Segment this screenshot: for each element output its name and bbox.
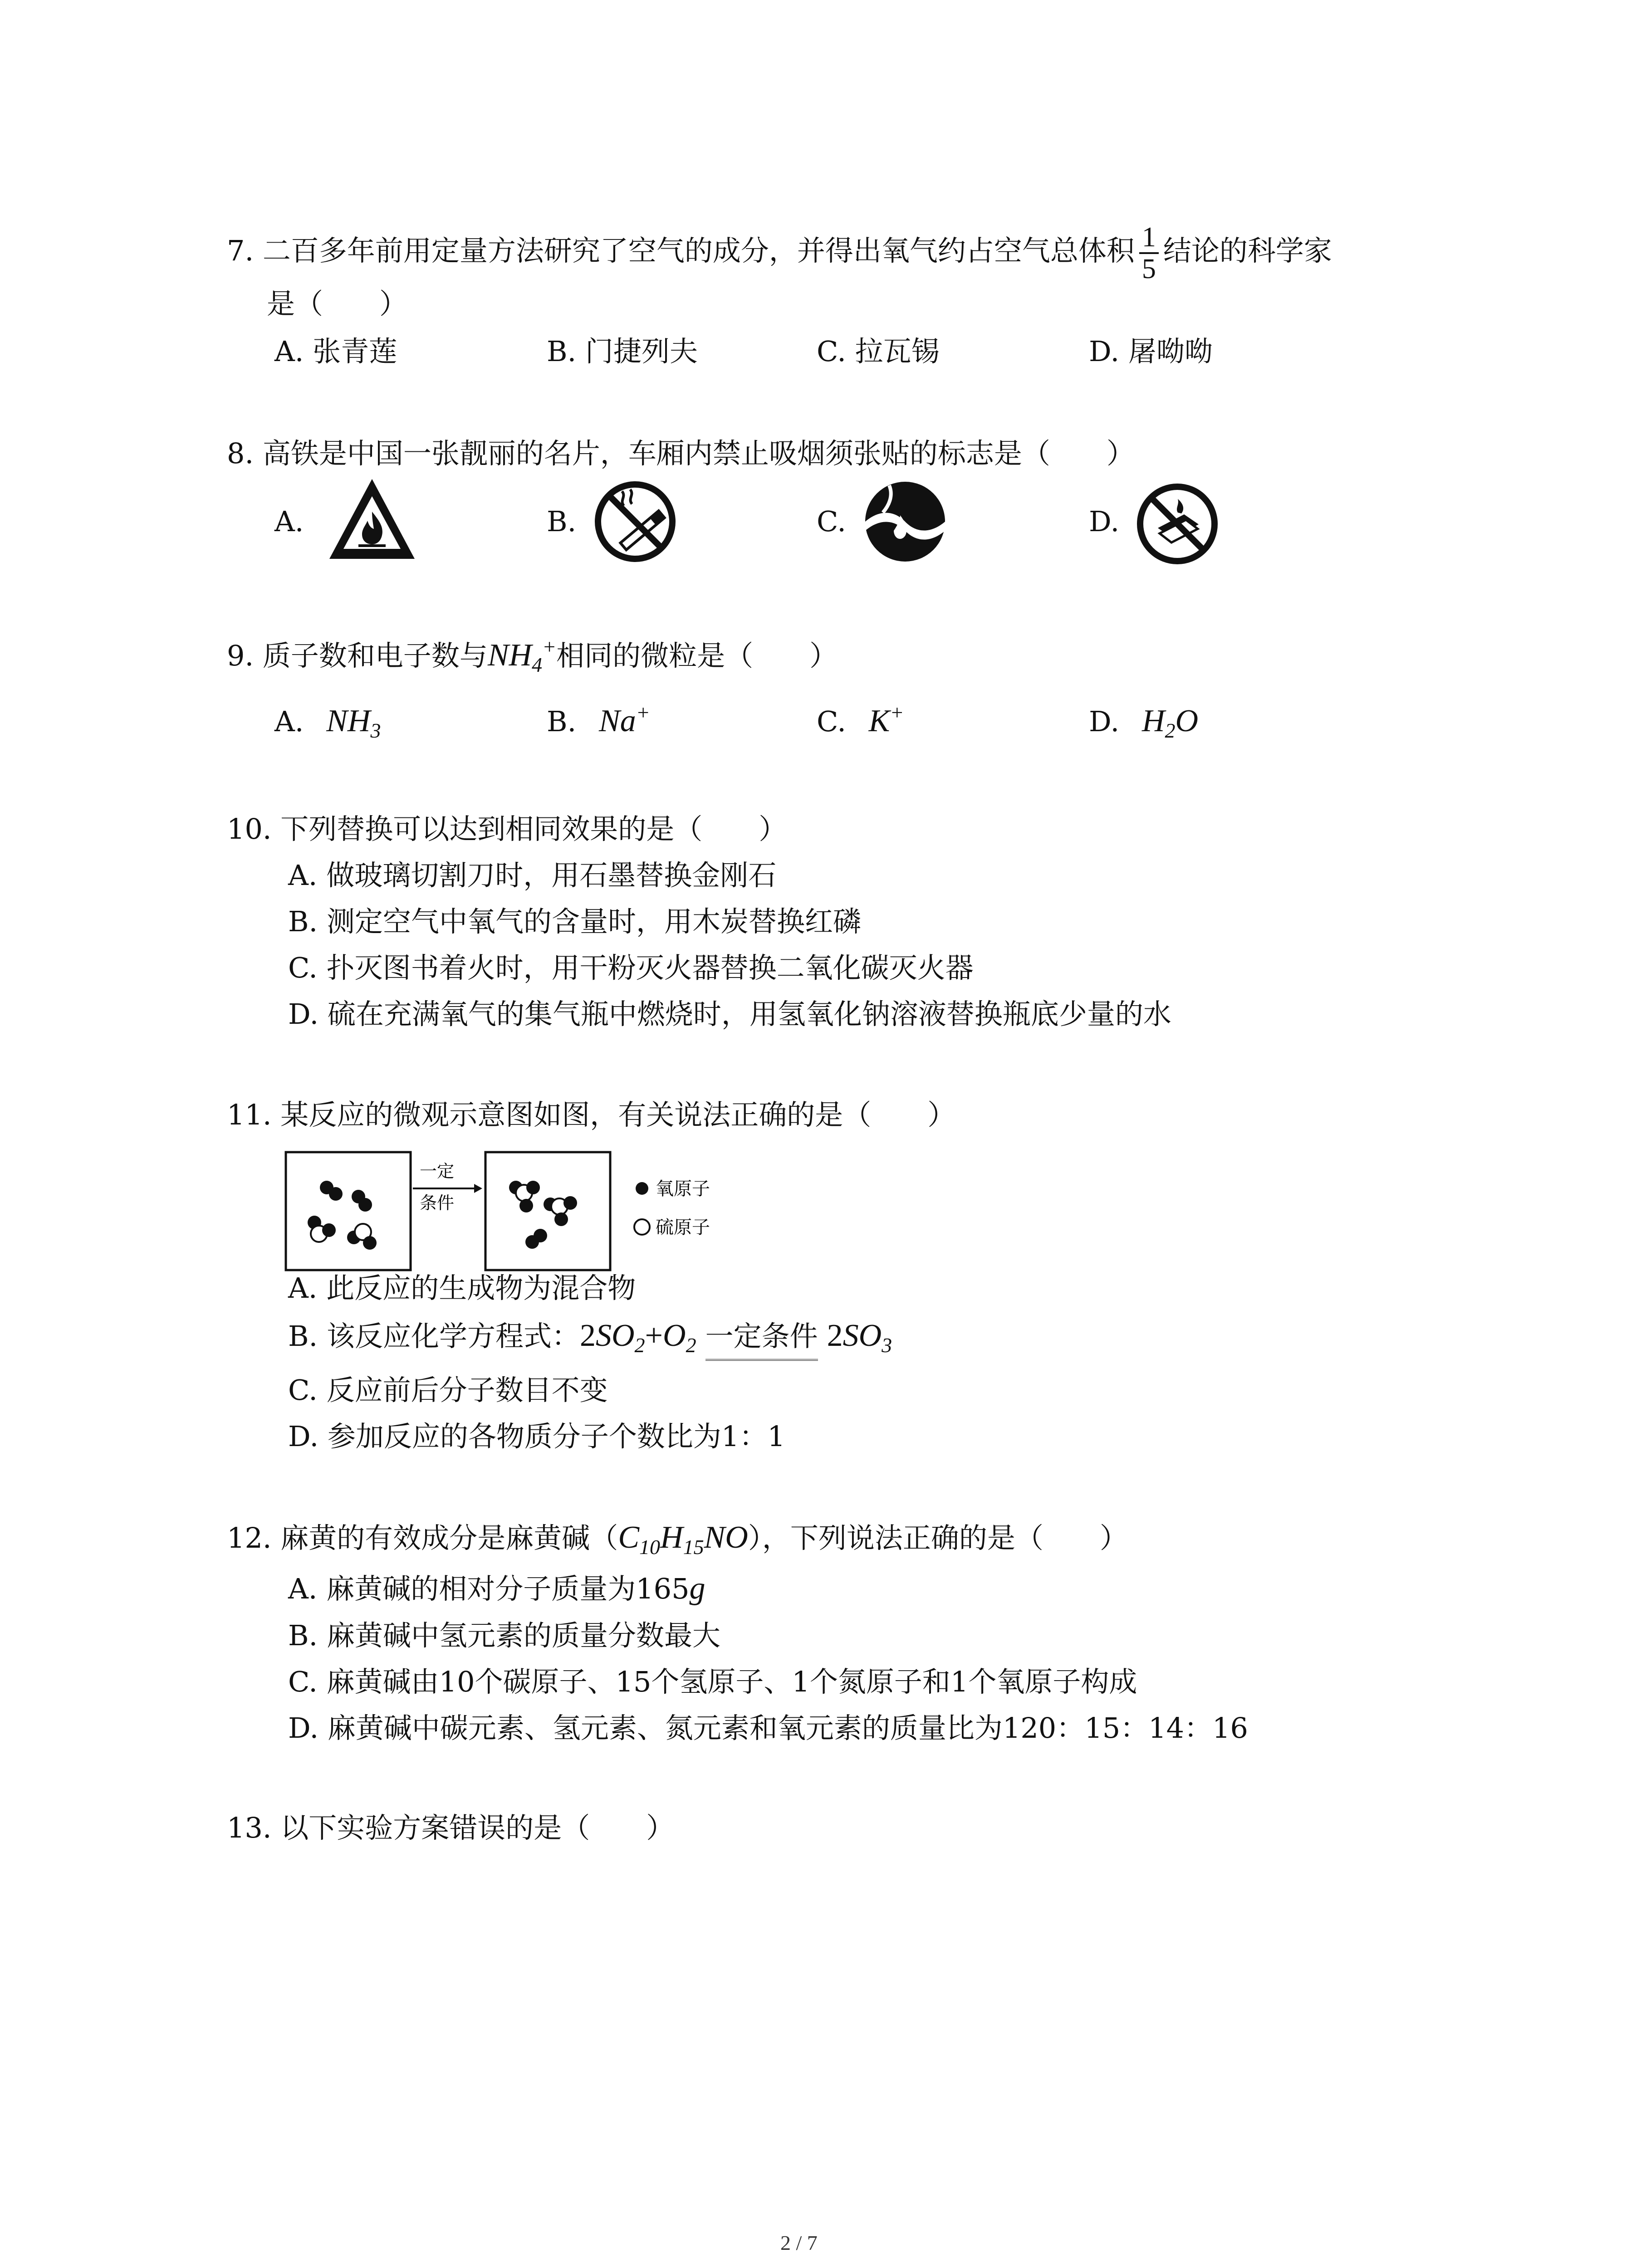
water-saving-icon (862, 476, 948, 567)
q11-option-d: D. 参加反应的各物质分子个数比为1：1 (288, 1420, 785, 1453)
arrow-condition-line1: 一定 (420, 1161, 455, 1181)
q9-option-b-letter: B. (547, 705, 577, 738)
q7-fraction-numerator: 1 (1139, 222, 1159, 254)
question-13: 13. 以下实验方案错误的是（ ） (227, 1811, 675, 1844)
legend-sulfur-label: 硫原子 (656, 1217, 710, 1238)
q12-text-before: 12. 麻黄的有效成分是麻黄碱（ (227, 1521, 618, 1554)
q9-text-after: 相同的微粒是（ ） (556, 639, 838, 672)
q9-d-main1: H (1141, 704, 1165, 738)
q12-option-a (288, 1570, 705, 1607)
q11-eq-m1: SO (595, 1318, 635, 1353)
q11-eq-coef2: 2 (827, 1318, 843, 1353)
q10-option-d: D. 硫在充满氧气的集气瓶中燃烧时，用氢氧化钠溶液替换瓶底少量的水 (288, 997, 1171, 1031)
q12-f-h: H (660, 1520, 683, 1555)
q11-eq-s3: 3 (882, 1334, 892, 1357)
q11-option-b-label: B. 该反应化学方程式： (288, 1320, 580, 1353)
q12-option-a-unit: g (689, 1571, 705, 1606)
q9-option-a-letter: A. (274, 705, 304, 738)
q9-option-b (547, 703, 650, 740)
question-12 (227, 1520, 1128, 1559)
q9-a-main: NH (326, 704, 371, 738)
flammable-warning-icon (327, 476, 417, 562)
q12-option-b: B. 麻黄碱中氢元素的质量分数最大 (288, 1619, 720, 1652)
q11-option-a: A. 此反应的生成物为混合物 (288, 1271, 636, 1305)
q11-eq-product (843, 1318, 892, 1357)
q9-option-c-letter: C. (817, 705, 846, 738)
q11-option-b (288, 1318, 892, 1361)
q9-option-b-formula (599, 701, 650, 738)
reaction-diagram-svg (284, 1143, 882, 1275)
q12-formula (618, 1520, 748, 1559)
q12-option-d: D. 麻黄碱中碳元素、氢元素、氮元素和氧元素的质量比为120：15：14：16 (288, 1711, 1248, 1745)
q9-option-c-formula (868, 701, 904, 738)
q12-option-c: C. 麻黄碱由10个碳原子、15个氢原子、1个氮原子和1个氧原子构成 (288, 1665, 1137, 1698)
q9-option-d-formula (1141, 704, 1199, 742)
q9-formula-main: NH (487, 638, 532, 673)
q9-option-c (817, 703, 904, 740)
q11-eq-plus: + (645, 1318, 663, 1353)
arrow-condition-line2: 条件 (420, 1193, 455, 1213)
q9-b-main: Na (599, 704, 636, 738)
q7-fraction-denominator: 5 (1141, 254, 1156, 284)
reactant-box (286, 1152, 411, 1270)
legend-oxygen-label: 氧原子 (656, 1178, 710, 1199)
reaction-diagram (284, 1143, 882, 1275)
q7-option-b: B. 门捷列夫 (547, 335, 698, 368)
q9-option-d (1089, 703, 1198, 740)
q8-option-b: B. (547, 505, 577, 538)
q9-c-sup: + (890, 701, 904, 724)
q11-option-c: C. 反应前后分子数目不变 (288, 1374, 608, 1407)
q9-text-before: 9. 质子数和电子数与 (227, 639, 488, 672)
q10-option-a: A. 做玻璃切割刀时，用石墨替换金刚石 (288, 859, 777, 892)
q8-option-a: A. (274, 505, 304, 538)
q9-formula-sup: + (542, 635, 557, 658)
q8-option-c: C. (817, 505, 846, 538)
q7-text-after: 结论的科学家 (1163, 234, 1332, 268)
q10-option-c: C. 扑灭图书着火时，用干粉灭火器替换二氧化碳灭火器 (288, 951, 974, 984)
q7-continuation: 是（ ） (267, 287, 408, 320)
page-number: 2 / 7 (780, 2231, 818, 2254)
q12-f-c: C (618, 1520, 640, 1555)
q7-option-c: C. 拉瓦锡 (817, 335, 940, 368)
q9-d-sub: 2 (1165, 719, 1176, 742)
question-10: 10. 下列替换可以达到相同效果的是（ ） (227, 812, 787, 846)
q9-formula (487, 635, 557, 676)
q12-option-a-text: A. 麻黄碱的相对分子质量为165 (288, 1572, 690, 1605)
question-9 (227, 637, 838, 674)
q12-text-after: ），下列说法正确的是（ ） (748, 1521, 1128, 1554)
q10-option-b: B. 测定空气中氧气的含量时，用木炭替换红磷 (288, 905, 861, 938)
legend-oxygen-dot (636, 1182, 648, 1195)
q9-option-a-formula (326, 704, 381, 742)
legend-sulfur-dot (634, 1219, 650, 1235)
q9-a-sub: 3 (370, 719, 381, 742)
question-11: 11. 某反应的微观示意图如图，有关说法正确的是（ ） (227, 1098, 956, 1131)
q11-eq-m3: SO (843, 1318, 882, 1353)
q12-f-h-sub: 15 (683, 1535, 704, 1559)
q11-eq-s2: 2 (686, 1334, 696, 1357)
q7-fraction (1139, 222, 1159, 284)
question-7 (227, 222, 1332, 284)
q11-eq-reactant1 (595, 1318, 645, 1357)
q7-text-before: 7. 二百多年前用定量方法研究了空气的成分，并得出氧气约占空气总体积 (227, 234, 1135, 268)
reaction-arrow-head (474, 1184, 482, 1193)
q12-f-no: NO (704, 1520, 748, 1555)
q12-f-c-sub: 10 (639, 1535, 661, 1559)
no-smoking-icon (592, 479, 678, 565)
q11-eq-reactant2 (663, 1318, 696, 1357)
q9-d-main2: O (1175, 704, 1199, 738)
q9-c-main: K (868, 704, 890, 738)
q9-option-a (274, 703, 381, 740)
q11-eq-condition: 一定条件 (705, 1318, 818, 1361)
q9-b-sup: + (636, 701, 650, 724)
product-box (485, 1152, 610, 1270)
q7-option-d: D. 屠呦呦 (1089, 335, 1213, 368)
no-burning-paper-icon (1134, 481, 1220, 567)
q9-option-d-letter: D. (1089, 705, 1120, 738)
q7-option-a: A. 张青莲 (274, 335, 397, 368)
q8-option-d: D. (1089, 505, 1120, 538)
q9-formula-sub: 4 (532, 653, 543, 676)
question-8: 8. 高铁是中国一张靓丽的名片，车厢内禁止吸烟须张贴的标志是（ ） (227, 437, 1135, 470)
q11-eq-coef1: 2 (579, 1318, 596, 1353)
q11-eq-s1: 2 (634, 1334, 645, 1357)
q11-eq-m2: O (663, 1318, 686, 1353)
